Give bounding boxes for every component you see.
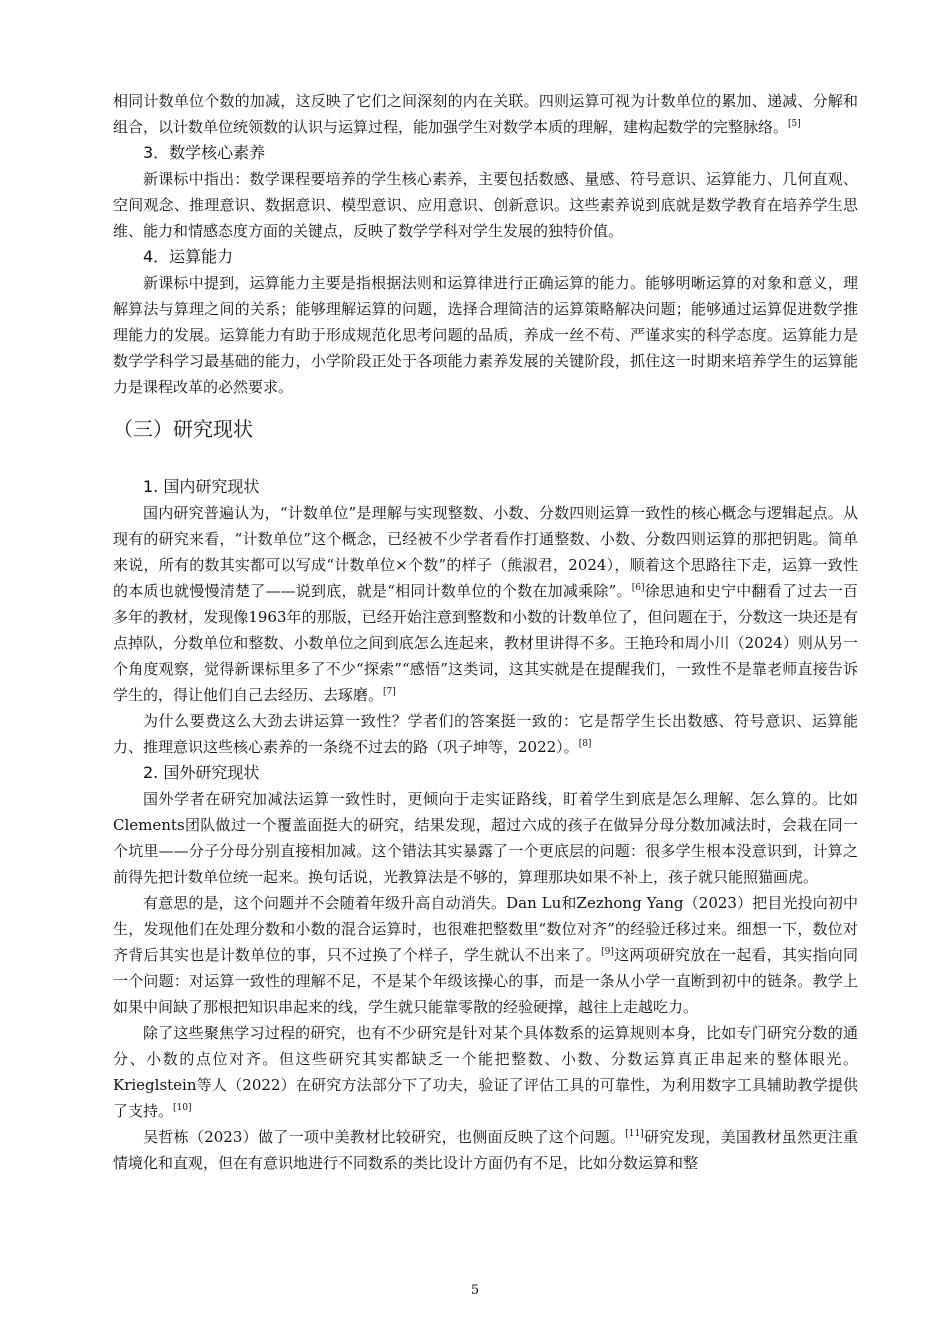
citation-ref: [8] [578, 739, 592, 749]
paragraph: 新课标中指出：数学课程要培养的学生核心素养，主要包括数感、量感、符号意识、运算能力、几何直观、空间观念、推理意识、数据意识、模型意识、应用意识、创新意识。这些素养说到底就是数学教育在培养学生思维、能力和情感态度方面的关键点，反映了数学学科对学生发展的独特价值。 [113, 170, 858, 240]
subsection-heading-foreign: 2. 国外研究现状 [143, 763, 260, 782]
paragraph-text: 徐思迪和史宁中翻看了过去一百多年的教材，发现像1963年的那版，已经开始注意到整数和小数的计数单位了，但问题在于，分数这一块还是有点掉队，分数单位和整数、小数单位之间到底怎么连起来，教材里讲得不多。王艳玲和周小川（2024）则从另一个角度观察，觉得新课标里多了不少“探索”“感悟”这类词，这其实就是在提醒我们，一致性不是靠老师直接告诉学生的，得让他们自己去经历、去琢磨。 [113, 582, 858, 704]
paragraph [113, 1020, 858, 1124]
paragraph-text: 研究发现，美国教材虽然更注重情境化和直观，但在有意识地进行不同数系的类比设计方面仍有不足，比如分数运算和整 [113, 1128, 858, 1172]
paragraph-text: 除了这些聚焦学习过程的研究，也有不少研究是针对某个具体数系的运算规则本身，比如专门研究分数的通分、小数的点位对齐。但这些研究其实都缺乏一个能把整数、小数、分数运算真正串起来的整体眼光。Krieglstein等人（2022）在研究方法部分下了功夫，验证了评估工具的可靠性，为利用数字工具辅助教学提供了支持。 [113, 1024, 858, 1120]
paragraph [113, 708, 858, 760]
paragraph-text: 这两项研究放在一起看，其实指向同一个问题：对运算一致性的理解不足，不是某个年级该操心的事，而是一条从小学一直断到初中的链条。教学上如果中间缺了那根把知识串起来的线，学生就只能靠零散的经验硬撑，越往上走越吃力。 [113, 946, 858, 1016]
citation-ref: [5] [788, 119, 801, 129]
section-heading-4: 4．运算能力 [143, 247, 234, 266]
page-body [113, 88, 858, 1176]
paragraph [113, 500, 858, 708]
citation-ref: [7] [383, 687, 396, 697]
paragraph [113, 88, 858, 140]
paragraph-text: 为什么要费这么大劲去讲运算一致性？学者们的答案挺一致的：它是帮学生长出数感、符号意识、运算能力、推理意识这些核心素养的一条绕不过去的路（巩子坤等，2022）。 [113, 712, 858, 756]
paragraph-text: 有意思的是，这个问题并不会随着年级升高自动消失。Dan Lu和Zezhong Yang（2023）把目光投向初中生，发现他们在处理分数和小数的混合运算时，也很难把整数里“数位对齐”的经验迁移过来。细想一下，数位对齐背后其实也是计数单位的事，只不过换了个样子，学生就认不出来了。 [113, 894, 858, 964]
citation-ref: [6] [631, 583, 645, 593]
paragraph: 新课标中提到，运算能力主要是指根据法则和运算律进行正确运算的能力。能够明晰运算的对象和意义，理解算法与算理之间的关系；能够理解运算的问题，选择合理简洁的运算策略解决问题；能够通过运算促进数学推理能力的发展。运算能力有助于形成规范化思考问题的品质，养成一丝不苟、严谨求实的科学态度。运算能力是数学学科学习最基础的能力，小学阶段正处于各项能力素养发展的关键阶段，抓住这一时期来培养学生的运算能力是课程改革的必然要求。 [113, 274, 858, 396]
subsection-heading-domestic: 1. 国内研究现状 [143, 477, 260, 496]
paragraph-text: 国内研究普遍认为，“计数单位”是理解与实现整数、小数、分数四则运算一致性的核心概念与逻辑起点。从现有的研究来看，“计数单位”这个概念，已经被不少学者看作打通整数、小数、分数四则运算的那把钥匙。简单来说，所有的数其实都可以写成“计数单位×个数”的样子（熊淑君，2024），顺着这个思路往下走，运算一致性的本质也就慢慢清楚了——说到底，就是“相同计数单位的个数在加减乘除”。 [113, 504, 858, 600]
paragraph [113, 1124, 858, 1176]
paragraph-text: 相同计数单位个数的加减，这反映了它们之间深刻的内在关联。四则运算可视为计数单位的累加、递减、分解和组合，以计数单位统领数的认识与运算过程，能加强学生对数学本质的理解，建构起数学的完整脉络。 [113, 92, 858, 136]
paragraph-text: 吴哲栋（2023）做了一项中美教材比较研究，也侧面反映了这个问题。 [143, 1128, 626, 1146]
citation-ref: [9] [601, 947, 614, 957]
citation-ref: [11] [625, 1129, 644, 1139]
section-heading-research-status: （三）研究现状 [113, 417, 253, 441]
section-heading-3: 3．数学核心素养 [143, 143, 266, 162]
page-number: 5 [470, 1283, 480, 1298]
paragraph: 国外学者在研究加减法运算一致性时，更倾向于走实证路线，盯着学生到底是怎么理解、怎么算的。比如Clements团队做过一个覆盖面挺大的研究，结果发现，超过六成的孩子在做异分母分数加减法时，会栽在同一个坑里——分子分母分别直接相加减。这个错法其实暴露了一个更底层的问题：很多学生根本没意识到，计算之前得先把计数单位统一起来。换句话说，光教算法是不够的，算理那块如果不补上，孩子就只能照猫画虎。 [113, 790, 858, 886]
paragraph [113, 890, 858, 1020]
citation-ref: [10] [173, 1103, 192, 1113]
